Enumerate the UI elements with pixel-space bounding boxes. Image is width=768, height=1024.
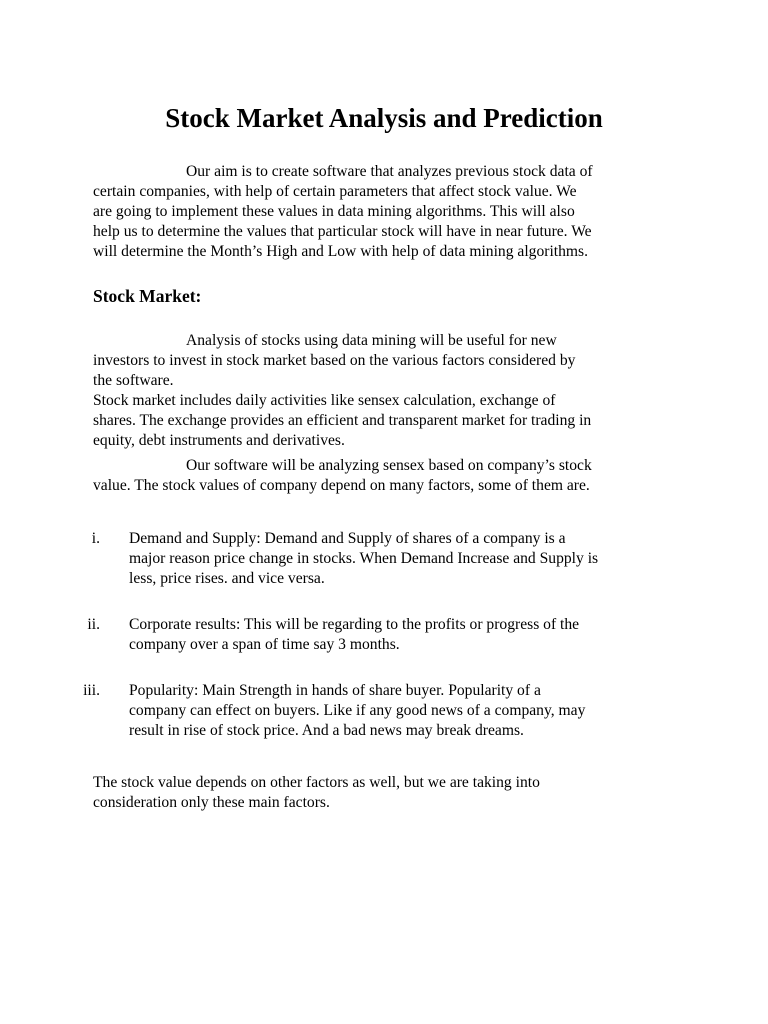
paragraph-line: shares. The exchange provides an efficient and transparent market for trading in [93,412,592,429]
paragraph-line: value. The stock values of company depend on many factors, some of them are. [93,477,590,494]
conclusion-line: consideration only these main factors. [93,794,330,811]
list-line: Demand and Supply: Demand and Supply of shares of a company is a [129,530,566,547]
intro-line: are going to implement these values in data mining algorithms. This will also [93,203,575,220]
conclusion-paragraph [93,773,683,813]
section-heading: Stock Market: [93,286,202,306]
section-paragraph-3 [93,456,683,496]
list-line: company over a span of time say 3 months. [129,636,400,653]
paragraph-line: Our software will be analyzing sensex based on company’s stock [186,457,592,474]
list-text [129,529,689,589]
list-number: iii. [83,682,100,699]
paragraph-line: Stock market includes daily activities like sensex calculation, exchange of [93,392,556,409]
paragraph-line: equity, debt instruments and derivatives. [93,432,345,449]
list-line: major reason price change in stocks. When Demand Increase and Supply is [129,550,599,567]
list-line: company can effect on buyers. Like if any good news of a company, may [129,702,586,719]
list-text [129,615,689,655]
intro-line: help us to determine the values that particular stock will have in near future. We [93,223,592,240]
list-line: result in rise of stock price. And a bad news may break dreams. [129,722,524,739]
intro-line: Our aim is to create software that analyzes previous stock data of [186,163,593,180]
document-title: Stock Market Analysis and Prediction [165,103,603,133]
intro-paragraph [93,162,683,262]
section-paragraph-1 [93,331,683,451]
intro-line: will determine the Month’s High and Low with help of data mining algorithms. [93,243,589,260]
list-line: less, price rises. and vice versa. [129,570,325,587]
paragraph-line: Analysis of stocks using data mining will be useful for new [186,332,557,349]
list-number: i. [91,530,100,547]
intro-line: certain companies, with help of certain parameters that affect stock value. We [93,183,577,200]
paragraph-line: investors to invest in stock market based on the various factors considered by [93,352,576,369]
paragraph-line: the software. [93,372,174,389]
list-line: Popularity: Main Strength in hands of share buyer. Popularity of a [129,682,541,699]
list-text [129,681,689,741]
list-line: Corporate results: This will be regarding to the profits or progress of the [129,616,580,633]
conclusion-line: The stock value depends on other factors as well, but we are taking into [93,774,540,791]
list-number: ii. [87,616,100,633]
